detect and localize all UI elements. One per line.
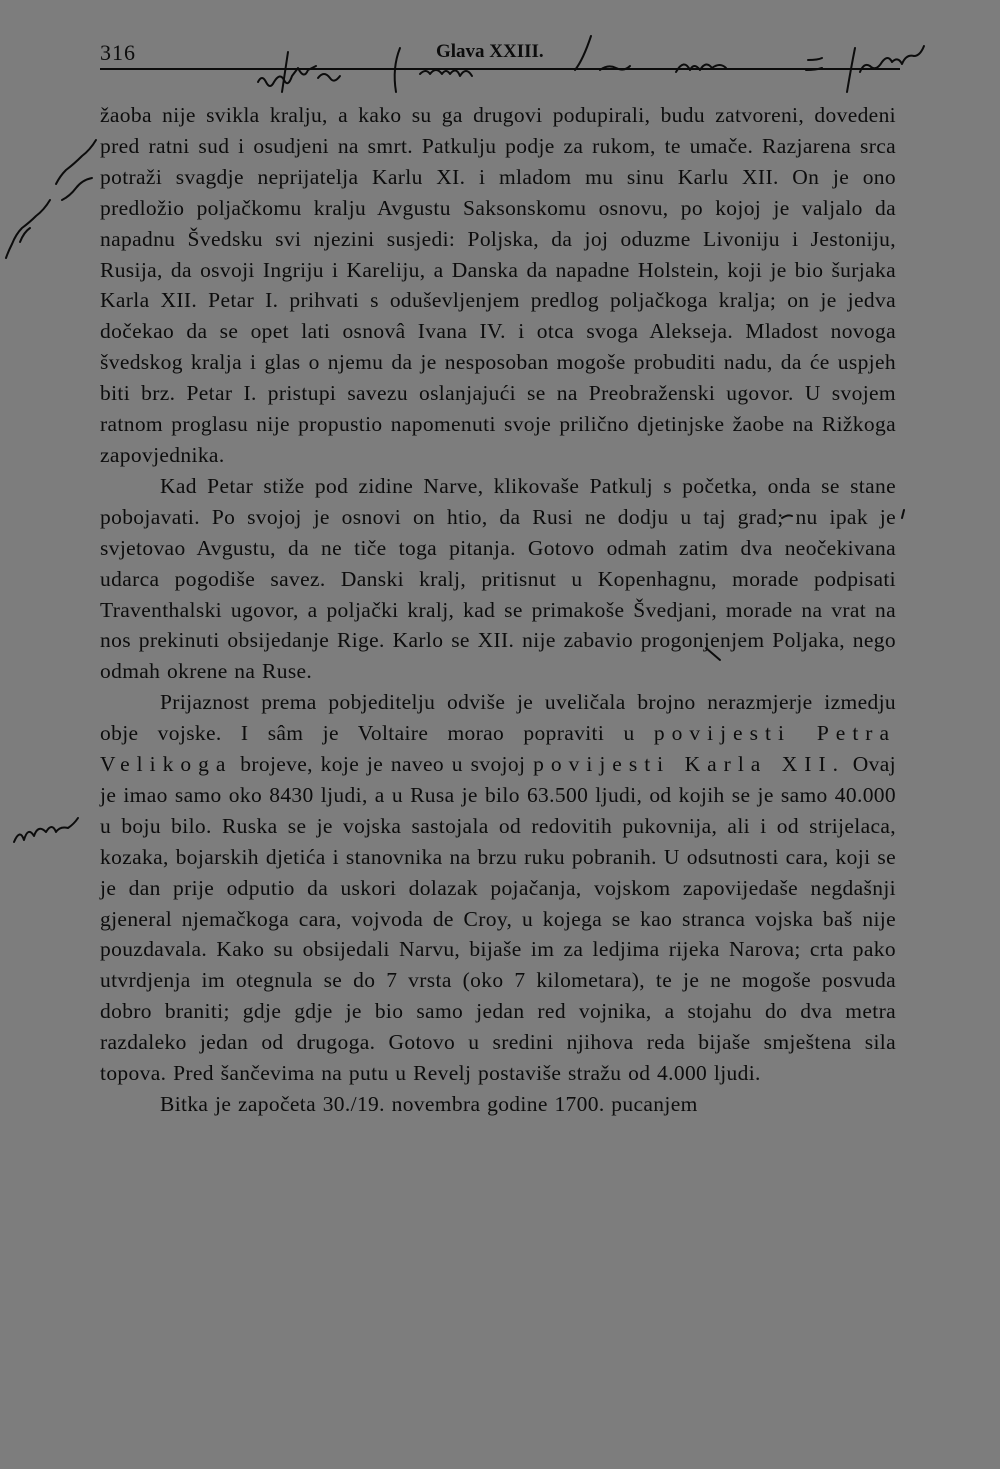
page-number: 316 [100, 40, 136, 65]
paragraph-3-text-end: Ovaj je imao samo oko 8430 ljudi, a u Rusa je bilo 63.500 ljudi, od kojih se je samo 40.000 u boju bilo. Ruska se je vojska sastojala od redovitih pukovnija, ali i od strijelaca, kozaka, bojarskih djetića i stanovnika na brzu ruku pobranih. U odsutnosti cara, koji se je dan prije odputio da uskori dolazak pojačanja, vojskom zapovijedaše negdašnji gjeneral njemačkoga cara, vojvoda de Croy, u kojega se kao stranca vojska baš nije pouzdavala. Kako su obsijedali Narvu, bijaše im za ledjima rijeka Narova; crta pako utvrdjenja im otegnula se do 7 vrsta (oko 7 kilometara), te je ne mogoše posvuda dobro braniti; gdje gdje je bio samo jedan red vojnika, a stojahu do dva metra razdaleko jedan od drugoga. Gotovo u sredini njihova reda bijaše smještena sila topova. Pred šančevima na putu u Revelj postaviše stražu od 4.000 ljudi. [100, 752, 896, 1086]
paragraph-3 [100, 687, 896, 1089]
paragraph-3-spaced-title-1: povijesti Petra Velikoga [100, 721, 897, 777]
pencil-scribble-header-3 [318, 74, 340, 81]
pencil-margin-left-3 [6, 200, 50, 258]
pencil-margin-left-2 [62, 178, 92, 200]
page-header [100, 38, 900, 74]
pencil-margin-left-1 [56, 140, 96, 184]
header-rule [100, 68, 900, 70]
paragraph-4: Bitka je započeta 30./19. novembra godine 1700. pucanjem [160, 1092, 698, 1116]
body-text [100, 100, 896, 1120]
pencil-margin-left-5 [14, 818, 78, 842]
pencil-margin-left-4 [20, 228, 30, 242]
paragraph-2: Kad Petar stiže pod zidine Narve, klikovaše Patkulj s početka, onda se stane pobojavati. Po svojoj je osnovi on htio, da Rusi ne dodju u taj grad; nu ipak je svjetovao Avgustu, da ne tiče toga pitanja. Gotovo odmah zatim dva neočekivana udarca pogodiše savez. Danski kralj, pritisnut u Kopenhagnu, morade podpisati Traventhalski ugovor, a poljački kralj, kad se primakoše Švedjani, morade na vrat na nos prekinuti obsijedanje Rige. Karlo se XII. nije zabavio progonjenjem Poljaka, nego odmah okrene na Ruse. [100, 473, 896, 684]
running-title: Glava XXIII. [436, 41, 544, 62]
paragraph-3-text-start: Prijaznost prema pobjeditelju odviše je uveličala brojno nerazmjerje izmedju obje vojske. I sâm je Voltaire morao popraviti u [100, 690, 896, 746]
paragraph-3-spaced-title-2: povijesti Karla XII. [533, 752, 845, 777]
paragraph-3-text-mid: brojeve, koje je naveo u svojoj [240, 752, 526, 777]
paragraph-1: žaoba nije svikla kralju, a kako su ga drugovi podupirali, budu zatvoreni, dovedeni pred ratni sud i osudjeni na smrt. Patkulju podje za rukom, te umače. Razjarena srca potraži svagdje neprijatelja Karlu XI. i mladom mu sinu Karlu XII. On je ono predložio poljačkomu kralju Avgustu Saksonskomu osnovu, po kojoj je valjalo da napadnu Švedsku svi njezini susjedi: Poljska, da joj oduzme Livoniju i Jestoniju, Rusija, da osvoji Ingriju i Kareliju, a Danska da napadne Holstein, koji je bio šurjaka Karla XII. Petar I. prihvati s oduševljenjem predlog poljačkoga kralja; on je jedva dočekao da se opet lati osnovâ Ivana IV. i otca svoga Alekseja. Mladost novoga švedskog kralja i glas o njemu da je nesposoban mogoše probuditi nadu, da će uspjeh biti brz. Petar I. pristupi savezu oslanjajući se na Preobraženski ugovor. U svojem ratnom proglasu nije propustio napomenuti svoje prilično djetinjske žaobe na Rižkoga zapovjednika. [100, 103, 896, 467]
